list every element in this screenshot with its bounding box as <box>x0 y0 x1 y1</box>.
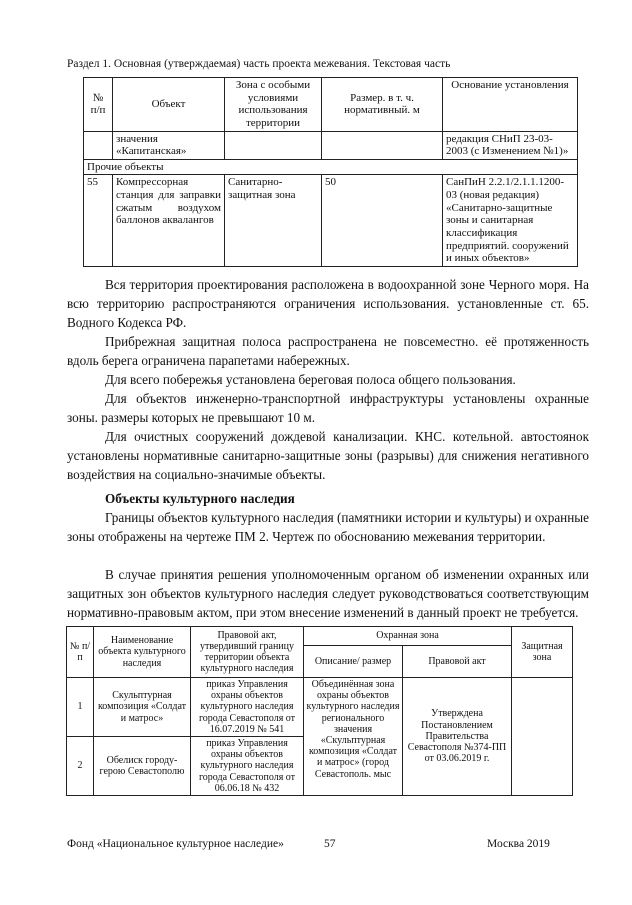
cell: значения «Капитанская» <box>113 131 225 159</box>
cell-num: 2 <box>67 736 94 795</box>
table-header-row <box>67 627 573 646</box>
table-header-row <box>84 78 578 132</box>
paragraph: Вся территория проектирования расположена в водоохранной зоне Черного моря. На всю территорию распространяются ограничения использования. установленные ст. 65. Водного Кодекса РФ. <box>67 277 589 330</box>
th-size: Размер. в т. ч. нормативный. м <box>322 78 443 132</box>
group-label: Прочие объекты <box>84 159 578 175</box>
table-row <box>84 175 578 266</box>
cell-zone-act: Утверждена Постановлением Правительства Севастополя №374-ПП от 03.06.2019 г. <box>403 678 512 796</box>
th-zone: Охранная зона <box>304 627 512 646</box>
group-row <box>84 159 578 175</box>
paragraph: Для очистных сооружений дождевой канализации. КНС. котельной. автостоянок установлены нормативные санитарно-защитные зоны (разрывы) для снижения негативного воздействия на социально-значимые объекты. <box>67 429 589 482</box>
cell <box>322 131 443 159</box>
cell-name: Скульптурная композиция «Солдат и матрос» <box>94 678 191 737</box>
th-basis: Основание установления <box>443 78 578 132</box>
th-protect: Защитная зона <box>512 627 573 678</box>
page-header: Раздел 1. Основная (утверждаемая) часть проекта межевания. Текстовая часть <box>67 58 451 70</box>
cell: 50 <box>322 175 443 266</box>
paragraph: Для всего побережья установлена береговая полоса общего пользования. <box>105 372 516 387</box>
th-object: Объект <box>113 78 225 132</box>
cell: Компрессорная станция для заправки сжатым воздухом баллонов аквалангов <box>113 175 225 266</box>
cell-act: приказ Управления охраны объектов культурного наследия города Севастополя от 06.06.18 № 432 <box>191 736 304 795</box>
th-zone-desc: Описание/ размер <box>304 646 403 678</box>
th-name: Наименование объекта культурного наследия <box>94 627 191 678</box>
paragraph: Границы объектов культурного наследия (памятники истории и культуры) и охранные зоны отображены на чертеже ПМ 2. Чертеж по обоснованию межевания территории. <box>67 510 589 544</box>
cell-act: приказ Управления охраны объектов культурного наследия города Севастополя от 16.07.2019 № 541 <box>191 678 304 737</box>
cell-protect <box>512 678 573 796</box>
cell: Санитарно-защитная зона <box>225 175 322 266</box>
footer-org: Фонд «Национальное культурное наследие» <box>67 838 284 850</box>
cell-name: Обелиск городу-герою Севастополю <box>94 736 191 795</box>
cell <box>225 131 322 159</box>
paragraph: В случае принятия решения уполномоченным органом об изменении охранных или защитных зон объектов культурного наследия следует руководствоваться соответствующим нормативно-правовым актом, при этом внесение изменений в данный проект не требуется. <box>67 567 589 620</box>
cell-zone-desc: Объединённая зона охраны объектов культурного наследия регионального значения «Скульптурная композиция «Солдат и матрос» (город Севастополь. мыс <box>304 678 403 796</box>
paragraph: Для объектов инженерно-транспортной инфраструктуры установлены охранные зоны. размеры которых не превышают 10 м. <box>67 391 589 425</box>
table-row <box>84 131 578 159</box>
th-act: Правовой акт, утвердивший границу территории объекта культурного наследия <box>191 627 304 678</box>
th-num: № п/п <box>84 78 113 132</box>
th-zone: Зона с особыми условиями использования территории <box>225 78 322 132</box>
heritage-table <box>66 626 573 796</box>
cell: СанПиН 2.2.1/2.1.1.1200-03 (новая редакция) «Санитарно-защитные зоны и санитарная классификация предприятий. сооружений и иных объектов» <box>443 175 578 266</box>
paragraph: Прибрежная защитная полоса распространена не повсеместно. её протяженность вдоль берега ограничена парапетами набережных. <box>67 334 589 368</box>
cell <box>84 131 113 159</box>
cell: редакция СНиП 23-03-2003 (с Изменением №1)» <box>443 131 578 159</box>
cell: 55 <box>84 175 113 266</box>
table-row <box>67 678 573 737</box>
th-zone-act: Правовой акт <box>403 646 512 678</box>
footer-place-year: Москва 2019 <box>487 838 550 850</box>
cell-num: 1 <box>67 678 94 737</box>
zones-table <box>83 77 578 267</box>
th-num: № п/п <box>67 627 94 678</box>
section-title: Объекты культурного наследия <box>105 491 295 506</box>
page-number: 57 <box>324 838 336 850</box>
